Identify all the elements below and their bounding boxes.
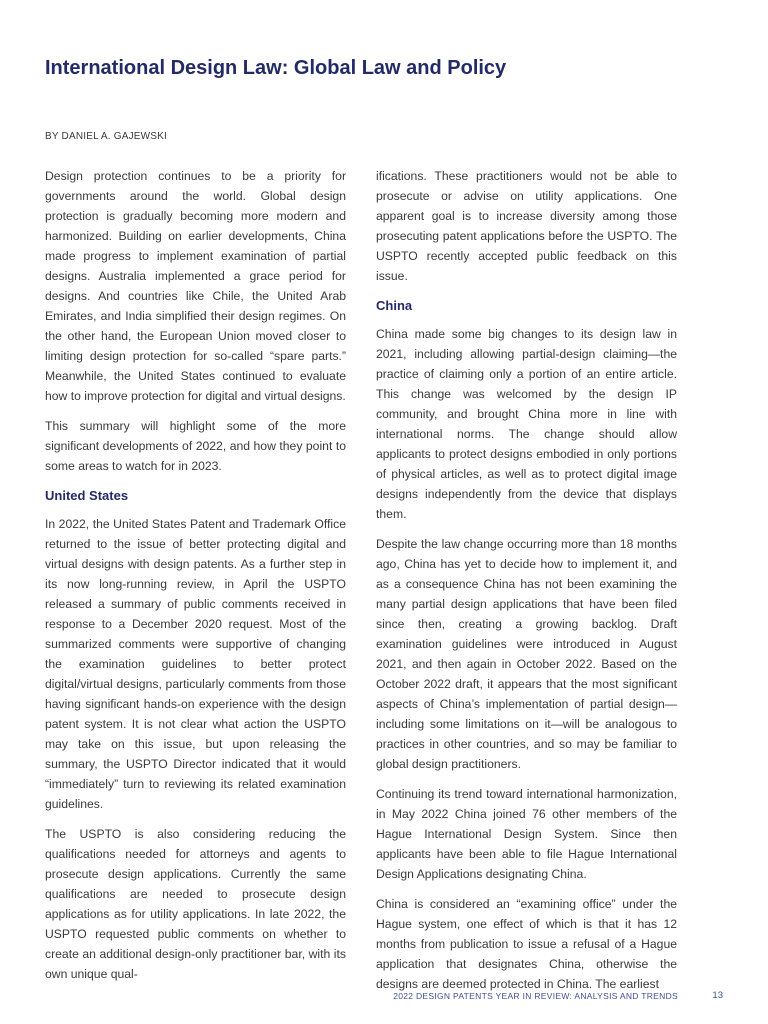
section-heading-united-states: United States bbox=[45, 488, 129, 503]
right-column bbox=[376, 166, 677, 1004]
byline: BY DANIEL A. GAJEWSKI bbox=[45, 131, 168, 142]
paragraph: The USPTO is also considering reducing the qualifications needed for attorneys and agents to prosecute design applications. Currently the same qualifications are needed to prosecute design applications as for utility applications. In late 2022, the USPTO requested public comments on whether to create an additional design-only practitioner bar, with its own unique qual- bbox=[45, 827, 346, 981]
paragraph: Despite the law change occurring more than 18 months ago, China has yet to decide how to implement it, and as a consequence China has not been examining the many partial design applications that have been filed since then, creating a growing backlog. Draft examination guidelines were introduced in August 2021, and then again in October 2022. Based on the October 2022 draft, it appears that the most significant aspects of China’s implementation of partial design—including some limitations on it—will be analogous to practices in other countries, and so may be familiar to global design practitioners. bbox=[376, 537, 677, 771]
footer-publication-title: 2022 DESIGN PATENTS YEAR IN REVIEW: ANALYSIS AND TRENDS bbox=[393, 991, 678, 1001]
left-column bbox=[45, 166, 346, 994]
paragraph: This summary will highlight some of the more significant developments of 2022, and how they point to some areas to watch for in 2023. bbox=[45, 419, 346, 473]
paragraph: China made some big changes to its design law in 2021, including allowing partial-design claiming—the practice of claiming only a portion of an entire article. This change was welcomed by the design IP community, and brought China more in line with international norms. The change should allow applicants to protect designs embodied in only portions of physical articles, as well as to protect digital image designs independently from the device that displays them. bbox=[376, 327, 677, 521]
paragraph: Design protection continues to be a priority for governments around the world. Global design protection is gradually becoming more modern and harmonized. Building on earlier developments, China made progress to implement examination of partial designs. Australia implemented a grace period for designs. And countries like Chile, the United Arab Emirates, and India simplified their design regimes. On the other hand, the European Union moved closer to limiting design protection for so-called “spare parts.” Meanwhile, the United States continued to evaluate how to improve protection for digital and virtual designs. bbox=[45, 169, 346, 403]
paragraph: ifications. These practitioners would not be able to prosecute or advise on utility applications. One apparent goal is to increase diversity among those prosecuting patent applications before the USPTO. The USPTO recently accepted public feedback on this issue. bbox=[376, 169, 677, 283]
article-title: International Design Law: Global Law and Policy bbox=[45, 57, 507, 79]
paragraph: In 2022, the United States Patent and Trademark Office returned to the issue of better protecting digital and virtual designs with design patents. As a further step in its now long-running review, in April the USPTO released a summary of public comments received in response to a December 2020 request. Most of the summarized comments were supportive of changing the examination guidelines to better protect digital/virtual designs, particularly comments from those having significant hands-on experience with the design patent system. It is not clear what action the USPTO may take on this issue, but upon releasing the summary, the USPTO Director indicated that it would “immediately” turn to reviewing its related examination guidelines. bbox=[45, 517, 346, 811]
paragraph: Continuing its trend toward international harmonization, in May 2022 China joined 76 other members of the Hague International Design System. Since then applicants have been able to file Hague International Design Applications designating China. bbox=[376, 787, 677, 881]
paragraph: China is considered an “examining office” under the Hague system, one effect of which is that it has 12 months from publication to issue a refusal of a Hague application that designates China, otherwise the designs are deemed protected in China. The earliest bbox=[376, 897, 677, 991]
section-heading-china: China bbox=[376, 298, 413, 313]
page-number: 13 bbox=[712, 990, 723, 1001]
